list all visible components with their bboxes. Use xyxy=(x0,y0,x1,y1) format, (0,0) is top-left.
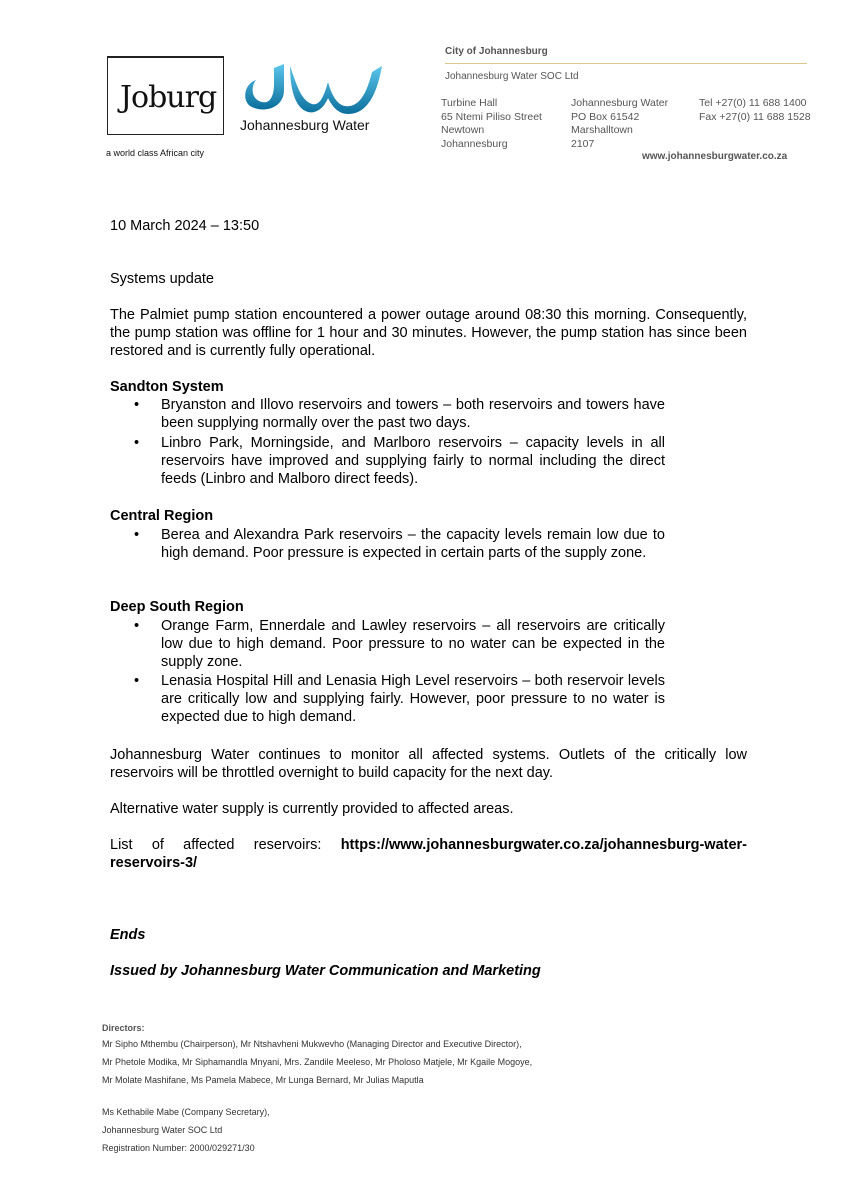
release-date: 10 March 2024 – 13:50 xyxy=(110,218,260,234)
list-item-text: Berea and Alexandra Park reservoirs – the capacity levels remain low due to high demand. Poor pressure is expected in certain parts of the supply zone. xyxy=(161,527,665,561)
address-line: 2107 xyxy=(571,137,595,150)
address-line: PO Box 61542 xyxy=(571,110,640,123)
monitoring-paragraph: Johannesburg Water continues to monitor all affected systems. Outlets of the critically low reservoirs will be throttled overnight to build capacity for the next day. xyxy=(110,747,747,781)
affected-list-label: List of affected reservoirs: xyxy=(110,837,341,853)
header-divider xyxy=(445,63,807,64)
list-item-text: Lenasia Hospital Hill and Lenasia High Level reservoirs – both reservoir levels are critically low and supplying fairly. However, poor pressure to no water is expected due to high demand. xyxy=(161,673,665,725)
directors-line: Mr Sipho Mthembu (Chairperson), Mr Ntshavheni Mukwevho (Managing Director and Executive Director), xyxy=(102,1039,522,1049)
contact-numbers xyxy=(699,97,811,124)
bullet: • xyxy=(134,397,140,413)
joburg-tagline: a world class African city xyxy=(106,148,205,158)
affected-reservoirs-link[interactable]: https://www.johannesburgwater.co.za/johannesburg-water-reservoirs-3/ xyxy=(110,837,747,871)
intro-paragraph: The Palmiet pump station encountered a power outage around 08:30 this morning. Consequently, the pump station was offline for 1 hour and 30 minutes. However, the pump station has since been restored and is currently fully operational. xyxy=(110,307,747,359)
bullet: • xyxy=(134,435,140,451)
joburg-logo xyxy=(120,80,216,115)
section-title-deep-south: Deep South Region xyxy=(110,599,244,615)
address-postal xyxy=(571,97,668,151)
header-company: Johannesburg Water SOC Ltd xyxy=(445,71,579,82)
fax-number: Fax +27(0) 11 688 1528 xyxy=(699,110,811,123)
address-line: Marshalltown xyxy=(571,124,633,136)
bullet: • xyxy=(134,673,140,689)
johannesburg-water-logo-text: Johannesburg Water xyxy=(240,117,370,133)
johannesburg-water-logo-mark xyxy=(240,62,390,116)
header-city: City of Johannesburg xyxy=(445,46,548,57)
footer-company: Johannesburg Water SOC Ltd xyxy=(102,1125,223,1135)
list-item-text: Orange Farm, Ennerdale and Lawley reservoirs – all reservoirs are critically low due to high demand. Poor pressure to no water can be expected in the supply zone. xyxy=(161,618,665,670)
list-item-text: Bryanston and Illovo reservoirs and towers – both reservoirs and towers have been supplying normally over the past two days. xyxy=(161,397,665,431)
address-line: 65 Ntemi Piliso Street xyxy=(441,110,542,123)
bullet: • xyxy=(134,527,140,543)
directors-line: Mr Phetole Modika, Mr Siphamandla Mnyani, Mrs. Zandile Meeleso, Mr Pholoso Matjele, Mr Kgaile Mogoye, xyxy=(102,1057,533,1067)
address-physical xyxy=(441,97,542,151)
bullet: • xyxy=(134,618,140,634)
directors-label: Directors: xyxy=(102,1023,145,1033)
address-line: Newtown xyxy=(441,124,485,136)
address-line: Turbine Hall xyxy=(441,97,498,109)
website-link[interactable]: www.johannesburgwater.co.za xyxy=(642,151,788,162)
release-heading: Systems update xyxy=(110,271,214,287)
list-item-text: Linbro Park, Morningside, and Marlboro reservoirs – capacity levels in all reservoirs have improved and supplying fairly to normal including the direct feeds (Linbro and Malboro direct feeds). xyxy=(161,435,665,487)
directors-line: Mr Molate Mashifane, Ms Pamela Mabece, Mr Lunga Bernard, Mr Julias Maputla xyxy=(102,1075,424,1085)
section-title-sandton: Sandton System xyxy=(110,379,224,395)
affected-list-paragraph xyxy=(110,836,747,872)
address-line: Johannesburg Water xyxy=(571,97,669,109)
joburg-logo-text: Joburg xyxy=(120,80,217,115)
ends-label: Ends xyxy=(110,927,146,943)
section-title-central: Central Region xyxy=(110,508,214,524)
issued-by: Issued by Johannesburg Water Communication and Marketing xyxy=(110,963,541,979)
phone-number: Tel +27(0) 11 688 1400 xyxy=(699,97,807,109)
alternative-supply-paragraph: Alternative water supply is currently provided to affected areas. xyxy=(110,801,514,817)
registration-number: Registration Number: 2000/029271/30 xyxy=(102,1143,255,1153)
company-secretary: Ms Kethabile Mabe (Company Secretary), xyxy=(102,1107,270,1117)
address-line: Johannesburg xyxy=(441,137,508,150)
